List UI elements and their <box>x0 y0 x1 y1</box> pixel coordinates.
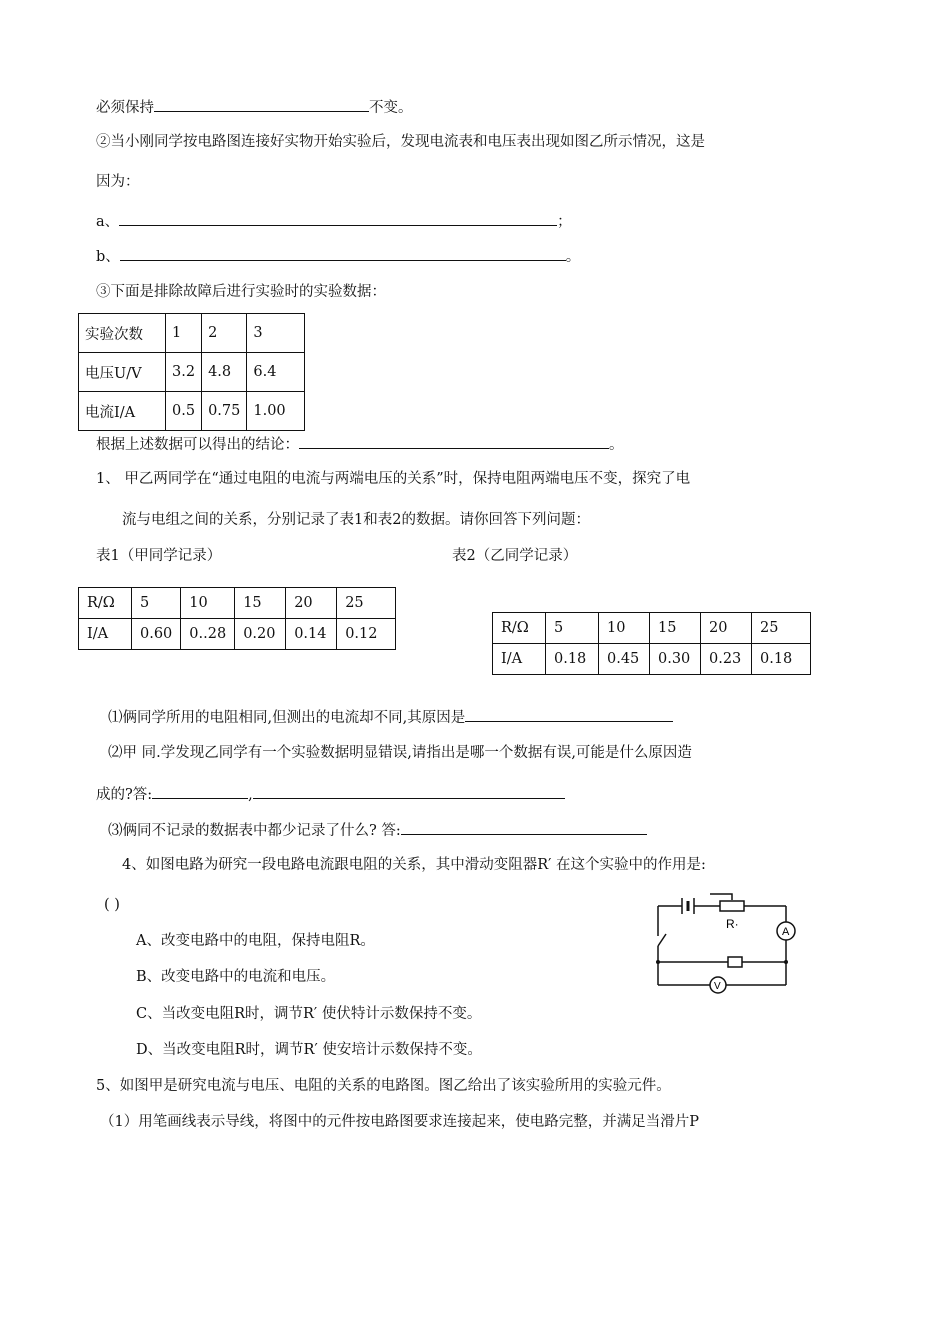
rheostat-label: R· <box>726 917 739 931</box>
table1-caption: 表1（甲同学记录） <box>96 548 222 564</box>
table-cell: 0.23 <box>701 644 752 675</box>
sub-question-2: ⑵甲 同.学发现乙同学有一个实验数据明显错误,请指出是哪一个数据有误,可能是什么原因造 <box>108 745 692 761</box>
table-cell: 0.30 <box>650 644 701 675</box>
table-cell: 1 <box>166 314 202 353</box>
question-1-line-2: 流与电组之间的关系，分别记录了表1和表2的数据。请你回答下列问题： <box>122 512 590 528</box>
table-cell: I/A <box>493 644 546 675</box>
question-5-stem: 5、如图甲是研究电流与电压、电阻的关系的电路图。图乙给出了该实验所用的实验元件。 <box>96 1078 671 1094</box>
question-1-line-1: 1、 甲乙两同学在“通过电阻的电流与两端电压的关系”时，保持电阻两端电压不变，探究了电 <box>96 471 691 487</box>
table-cell: 0.18 <box>752 644 811 675</box>
table-cell: 5 <box>132 588 181 619</box>
table-cell: 6.4 <box>247 353 305 392</box>
table-cell: 15 <box>650 613 701 644</box>
table-cell: 20 <box>286 588 337 619</box>
rheostat-slider <box>710 894 732 900</box>
table-row <box>79 353 305 392</box>
reason-b <box>96 245 580 267</box>
table-cell: 0.14 <box>286 619 337 650</box>
question-3: ③下面是排除故障后进行实验时的实验数据： <box>96 284 386 300</box>
table-1 <box>78 587 396 650</box>
table-cell: 10 <box>599 613 650 644</box>
table-cell: 0.60 <box>132 619 181 650</box>
question-2: ②当小刚同学按电路图连接好实物开始实验后，发现电流表和电压表出现如图乙所示情况，这是 <box>96 134 705 150</box>
table-row <box>79 392 305 431</box>
answer-blank[interactable] <box>152 783 248 799</box>
answer-blank[interactable] <box>154 96 369 112</box>
table-row <box>79 619 396 650</box>
table-cell: 0.18 <box>546 644 599 675</box>
answer-blank[interactable] <box>465 706 673 722</box>
experiment-data-table <box>78 313 305 431</box>
reason-b-label: b、 <box>96 249 120 265</box>
table-cell: 0.75 <box>202 392 247 431</box>
sub-question-1 <box>108 706 673 728</box>
table-row <box>493 644 811 675</box>
table-cell: 电流I/A <box>79 392 166 431</box>
reason-a <box>96 210 572 232</box>
circuit-diagram <box>652 888 802 996</box>
table-cell: 0.20 <box>235 619 286 650</box>
answer-blank[interactable] <box>401 819 647 835</box>
table2-caption: 表2（乙同学记录） <box>452 548 578 564</box>
intro-text: 必须保持 <box>96 100 154 116</box>
table-cell: 电压U/V <box>79 353 166 392</box>
sub-question-3 <box>108 819 647 841</box>
table-cell: 1.00 <box>247 392 305 431</box>
junction-dot <box>784 960 788 964</box>
option-a[interactable]: A、改变电路中的电阻，保持电阻R。 <box>136 933 375 949</box>
switch-icon <box>658 934 666 946</box>
voltmeter-label: V <box>714 981 721 992</box>
option-d[interactable]: D、当改变电阻R时，调节R′ 使安培计示数保持不变。 <box>136 1042 482 1058</box>
question-5-sub-1: （1）用笔画线表示导线，将图中的元件按电路图要求连接起来，使电路完整，并满足当滑片P <box>100 1114 699 1130</box>
table-row <box>493 613 811 644</box>
table-cell: 20 <box>701 613 752 644</box>
sub-question-2-answer-label: 成的?答: <box>96 787 153 803</box>
resistor <box>728 957 742 967</box>
table-cell: 3 <box>247 314 305 353</box>
conclusion-text: 根据上述数据可以得出的结论： <box>96 437 299 453</box>
table-cell: 2 <box>202 314 247 353</box>
answer-blank[interactable] <box>253 783 565 799</box>
intro-text: 不变。 <box>369 100 413 116</box>
question-4-stem: 4、如图电路为研究一段电路电流跟电阻的关系，其中滑动变阻器R′ 在这个实验中的作用是: <box>122 857 706 873</box>
table-row <box>79 588 396 619</box>
sub-question-1-text: ⑴俩同学所用的电阻相同,但测出的电流却不同,其原因是 <box>108 710 466 726</box>
table-2 <box>492 612 811 675</box>
junction-dot <box>656 960 660 964</box>
sub-question-2-cont <box>96 783 565 805</box>
table-cell: 0.12 <box>337 619 396 650</box>
table-cell: 3.2 <box>166 353 202 392</box>
reason-a-label: a、 <box>96 214 120 230</box>
table-cell: 10 <box>181 588 235 619</box>
option-b[interactable]: B、改变电路中的电流和电压。 <box>136 969 336 985</box>
ammeter-label: A <box>782 926 790 938</box>
table-cell: 25 <box>337 588 396 619</box>
answer-blank[interactable] <box>299 433 609 449</box>
rheostat <box>720 901 744 911</box>
table-cell: 0..28 <box>181 619 235 650</box>
conclusion-end: 。 <box>609 437 624 453</box>
option-c[interactable]: C、当改变电阻R时，调节R′ 使伏特计示数保持不变。 <box>136 1006 482 1022</box>
table-cell: 0.5 <box>166 392 202 431</box>
table-cell: 实验次数 <box>79 314 166 353</box>
table-cell: 0.45 <box>599 644 650 675</box>
table-cell: R/Ω <box>79 588 132 619</box>
table-cell: 5 <box>546 613 599 644</box>
comma: , <box>248 787 253 803</box>
table-cell: I/A <box>79 619 132 650</box>
table-cell: R/Ω <box>493 613 546 644</box>
table-row <box>79 314 305 353</box>
reason-b-end: 。 <box>565 249 581 265</box>
answer-bracket[interactable]: ( ) <box>104 897 120 913</box>
answer-blank[interactable] <box>120 245 566 261</box>
answer-blank[interactable] <box>119 210 557 226</box>
conclusion <box>96 433 624 455</box>
table-cell: 25 <box>752 613 811 644</box>
reason-a-end: ； <box>557 214 572 230</box>
intro-line-1 <box>96 96 413 118</box>
table-cell: 4.8 <box>202 353 247 392</box>
table-cell: 15 <box>235 588 286 619</box>
sub-question-3-text: ⑶俩同不记录的数据表中都少记录了什么? 答: <box>108 823 401 839</box>
question-2-cont: 因为： <box>96 174 140 190</box>
